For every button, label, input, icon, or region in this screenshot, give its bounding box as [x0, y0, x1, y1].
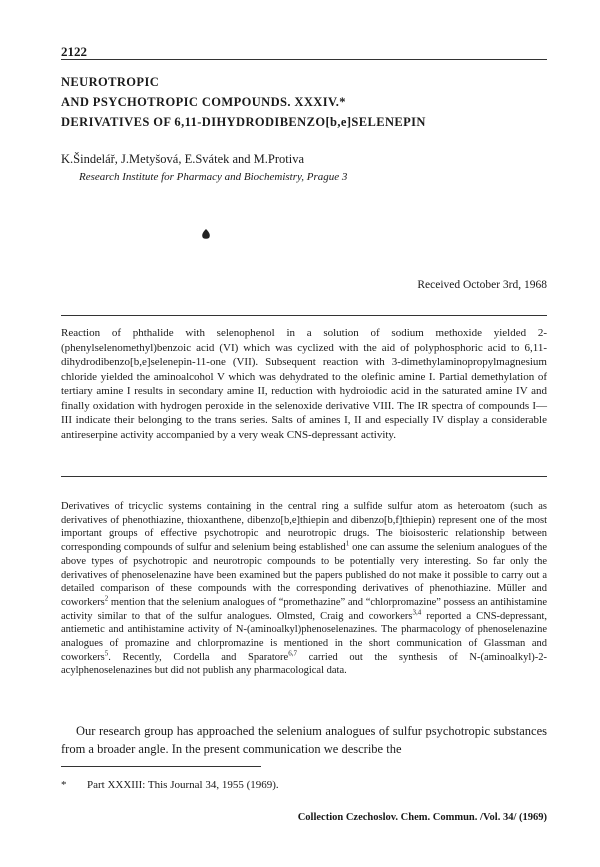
reference-mark: 1 [345, 539, 350, 548]
page-number: 2122 [61, 44, 87, 59]
title-line-2: AND PSYCHOTROPIC COMPOUNDS. XXXIV.* [61, 95, 346, 109]
title-line-3: DERIVATIVES OF 6,11-DIHYDRODIBENZO[b,e]SELENEPIN [61, 115, 426, 129]
footnote-rule [61, 766, 261, 767]
footnote-text: Part XXXIII: This Journal 34, 1955 (1969). [87, 779, 279, 791]
body-text: . Recently, Cordella and Sparatore [108, 651, 289, 663]
body-text: carried out the synthesis of N-(aminoalkyl)-2-acylphenoselenazines but did not publish any pharmacological data. [61, 651, 547, 677]
footnote [61, 779, 279, 791]
body-text: Derivatives of tricyclic systems containing in the central ring a sulfide sulfur atom as heteroatom (such as derivatives of phenothiazine, thioxanthene, dibenzo[b,e]thiepin and dibenzo[b,f]thiepin) represent one of the most important groups of effective psychotropic and neurotropic drugs. The bioisosteric relationship between corresponding compounds of sulfur and selenium being established [61, 501, 547, 554]
abstract-bottom-rule [61, 476, 547, 477]
ornament-icon [200, 228, 212, 240]
abstract: Reaction of phthalide with selenophenol in a solution of sodium methoxide yielded 2-(phenylselenomethyl)benzoic acid (VI) which was cyclized with the aid of polyphosphoric acid to 6,11-dihydrodibenzo[b,e]selenepin-11-one (VII). Subsequent reaction with 3-dimethylaminopropylmagnesium chloride yielded the aminoalcohol V which was dehydrated to the olefinic amine I. Partial demethylation of tertiary amine I results in secondary amine II, reduction with hydroiodic acid in the saturated amine IV and finally oxidation with hydrogen peroxide in the selenoxide derivative VIII. The IR spectra of compounds I—III indicate their belonging to the trans series. Salts of amines I, II and especially IV display a considerable antireserpine activity accompanied by a very weak CNS-depressant activity. [61, 327, 547, 441]
reference-mark: 2 [104, 594, 109, 603]
authors: K.Šindelář, J.Metyšová, E.Svátek and M.Protiva [61, 152, 305, 166]
body-text: mention that the selenium analogues of “promethazine” and “chlorpromazine” possess an antihistamine activity similar to that of the sulfur analogues. Olmsted, Craig and coworkers [61, 596, 547, 622]
header-rule [61, 59, 547, 60]
reference-mark: 5 [104, 649, 109, 658]
body-text: one can assume the selenium analogues of the above types of psychotropic and neurotropic compounds to be potentially very interesting. So far only the derivatives of phenoselenazine have been examined but the papers published do not make it possible to carry out a detailed comparison of these compounds with the corresponding derivatives of phenothiazine. Müller and coworkers [61, 542, 548, 608]
title-line-1: NEUROTROPIC [61, 75, 160, 89]
institution: Research Institute for Pharmacy and Biochemistry, Prague 3 [79, 171, 348, 183]
abstract-top-rule [61, 315, 547, 316]
body-paragraph-1 [61, 500, 547, 678]
body-paragraph-2: Our research group has approached the selenium analogues of sulfur psychotropic substances from a broader angle. In the present communication we describe the [61, 724, 547, 756]
journal-running-title: Collection Czechoslov. Chem. Commun. /Vol. 34/ (1969) [297, 812, 547, 823]
reference-mark: 3,4 [412, 608, 422, 617]
article-title [61, 72, 547, 132]
reference-mark: 6,7 [288, 649, 297, 658]
received-date: Received October 3rd, 1968 [417, 279, 547, 291]
footnote-mark: * [61, 779, 67, 791]
body-text: reported a CNS-depressant, antiemetic and antihistamine activity of N-(aminoalkyl)phenoselenazines. The pharmacology of phenoselenazine analogues of promazine and chlorpromazine is mentioned in the short communication of Glassman and coworkers [61, 610, 547, 663]
